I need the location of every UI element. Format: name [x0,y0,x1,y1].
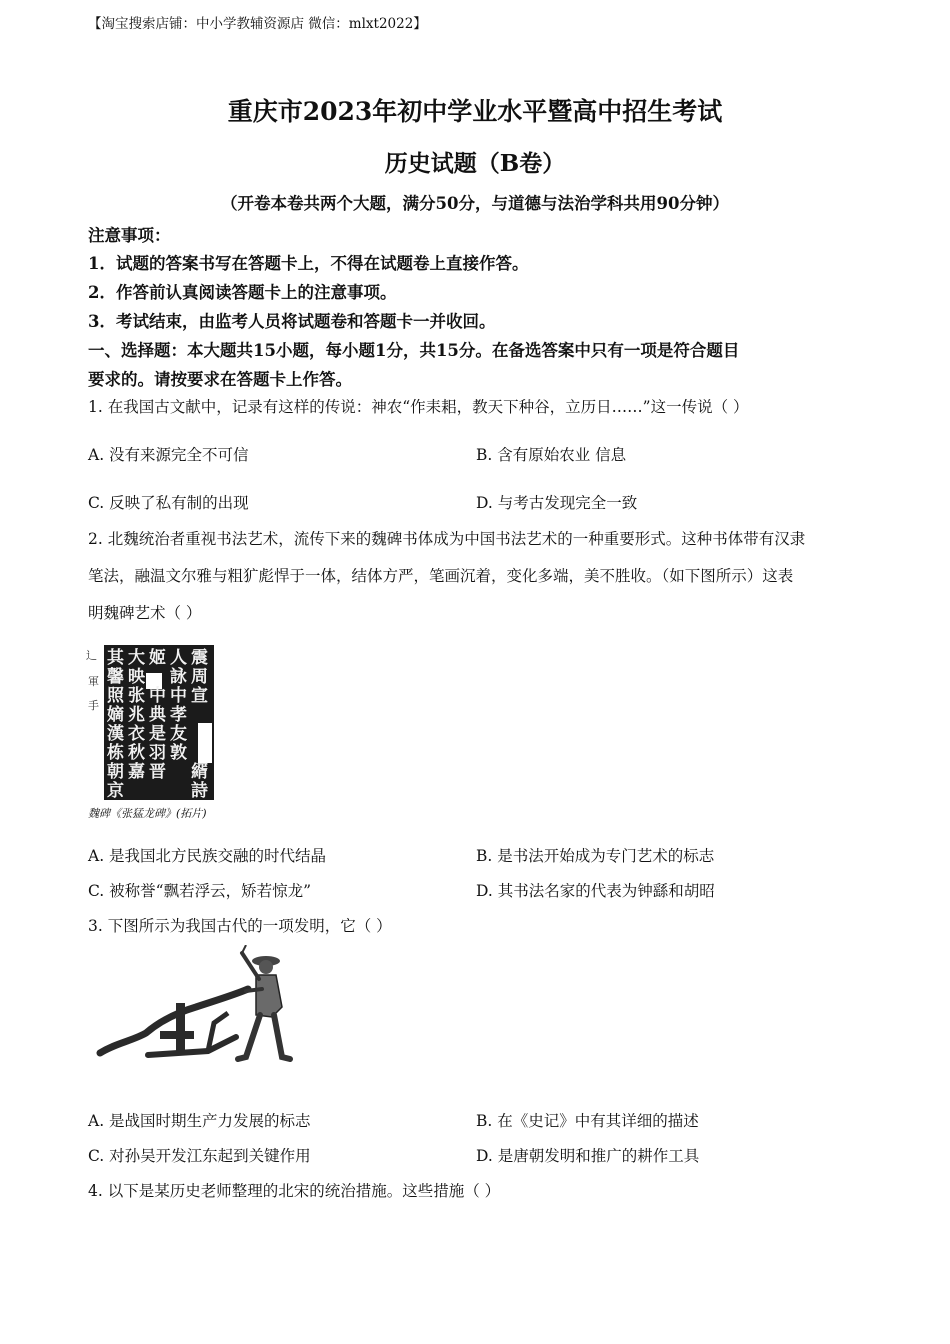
q1-option-d: D. 与考古发现完全一致 [476,494,638,512]
header-banner: 【淘宝搜索店铺：中小学教辅资源店 微信：mlxt2022】 [88,16,427,32]
farmer-leg [238,1015,260,1059]
plough-svg [96,945,306,1075]
exam-title: 重庆市2023年初中学业水平暨高中招生考试 [227,97,723,126]
q3-option-c: C. 对孙吴开发江东起到关键作用 [88,1147,311,1165]
figure-caption: 魏碑《张猛龙碑》(拓片) [88,807,207,820]
rubbing-glyph: 中 [170,686,187,706]
q2-stem-line1: 2. 北魏统治者重视书法艺术，流传下来的魏碑书体成为中国书法艺术的一种重要形式。这种书体带有汉隶 [88,530,806,548]
rubbing-glyph: 嘉 [128,762,145,782]
q1-option-b: B. 含有原始农业 信息 [476,446,627,464]
plough-share [148,1037,236,1055]
section-heading-line1: 一、选择题：本大题共15小题，每小题1分，共15分。在备选答案中只有一项是符合题目 [88,341,740,360]
rubbing-glyph: 羽 [149,743,166,763]
rubbing-glyph: 嫡 [107,705,124,725]
rubbing-glyph: 詩 [191,781,208,801]
rubbing-glyph: 朝 [107,762,124,782]
q3-option-b: B. 在《史记》中有其详细的描述 [476,1112,699,1130]
q3-option-d: D. 是唐朝发明和推广的耕作工具 [476,1147,700,1165]
q1-stem: 1. 在我国古文献中，记录有这样的传说：神农“作耒耜，教天下种谷，立历日……”这一传说（ ） [88,398,749,416]
q2-option-d: D. 其书法名家的代表为钟繇和胡昭 [476,882,715,900]
q1-option-c: C. 反映了私有制的出现 [88,494,249,512]
rubbing-glyph: 周 [191,667,208,687]
q2-option-b: B. 是书法开始成为专门艺术的标志 [476,847,715,865]
rubbing-margin-mark: 手 [88,699,99,712]
rubbing-glyph: 栋 [107,743,124,763]
q2-option-c: C. 被称誉“飘若浮云，矫若惊龙” [88,882,312,900]
q4-stem: 4. 以下是某历史老师整理的北宋的统治措施。这些措施（ ） [88,1182,501,1200]
notice-heading: 注意事项： [88,226,171,245]
rubbing-glyph: 京 [107,781,124,801]
rubbing-svg [84,643,224,803]
rubbing-figure [84,643,224,803]
rubbing-glyph: 映 [128,667,145,687]
q3-option-a: A. 是战国时期生产力发展的标志 [88,1112,311,1130]
rubbing-glyph: 友 [170,724,187,744]
rubbing-glyph: 中 [149,686,166,706]
paper-title: 历史试题（B卷） [384,150,566,177]
rubbing-glyph: 姬 [149,648,166,668]
rubbing-glyph: 大 [128,648,145,668]
rubbing-blank [198,723,212,763]
q2-option-a: A. 是我国北方民族交融的时代结晶 [88,847,327,865]
rubbing-glyph: 典 [149,705,166,725]
rubbing-glyph: 人 [170,648,187,668]
rubbing-glyph: 孝 [170,705,187,725]
q2-stem-line3: 明魏碑艺术（ ） [88,604,202,622]
rubbing-glyph: 震 [191,648,208,668]
plough-post [176,1003,185,1053]
section-heading-line2: 要求的。请按要求在答题卡上作答。 [88,370,352,389]
rubbing-margin-mark: 辶 [86,649,97,662]
notice-item: 3．考试结束，由监考人员将试题卷和答题卡一并收回。 [88,312,496,331]
farmer-leg [274,1015,290,1059]
rubbing-glyph: 馨 [107,667,124,687]
rubbing-glyph: 兆 [128,705,145,725]
rubbing-glyph: 其 [107,648,124,668]
farmer-head [259,960,273,974]
rubbing-glyph: 漢 [107,724,124,744]
plough-figure [96,945,306,1075]
farmer-body [256,975,282,1017]
rubbing-glyph: 詠 [170,667,187,687]
rubbing-margin-mark: 軍 [88,675,99,688]
rubbing-glyph: 是 [149,724,166,744]
notice-item: 2．作答前认真阅读答题卡上的注意事项。 [88,283,397,302]
rubbing-glyph: 敦 [170,743,187,763]
rubbing-glyph: 衣 [128,724,145,744]
paper-note: （开卷本卷共两个大题，满分50分，与道德与法治学科共用90分钟） [221,194,729,213]
notice-item: 1．试题的答案书写在答题卡上，不得在试题卷上直接作答。 [88,254,529,273]
rubbing-glyph: 縃 [191,762,208,782]
q2-stem-line2: 笔法，融温文尔雅与粗犷彪悍于一体，结体方严，笔画沉着，变化多端，美不胜收。（如下图所示）这表 [88,567,794,585]
rubbing-glyph: 秋 [128,743,145,763]
rubbing-glyph: 晋 [149,762,166,782]
plough-crossbar [160,1031,194,1039]
farmer-arm [246,989,262,991]
rubbing-glyph: 宣 [191,686,208,706]
q3-stem: 3. 下图所示为我国古代的一项发明，它（ ） [88,917,392,935]
rubbing-glyph: 张 [128,686,145,706]
rubbing-glyph: 照 [107,686,124,706]
farmer-raised-arm [242,953,259,979]
q1-option-a: A. 没有来源完全不可信 [88,446,249,464]
farmer-whip [242,945,246,953]
